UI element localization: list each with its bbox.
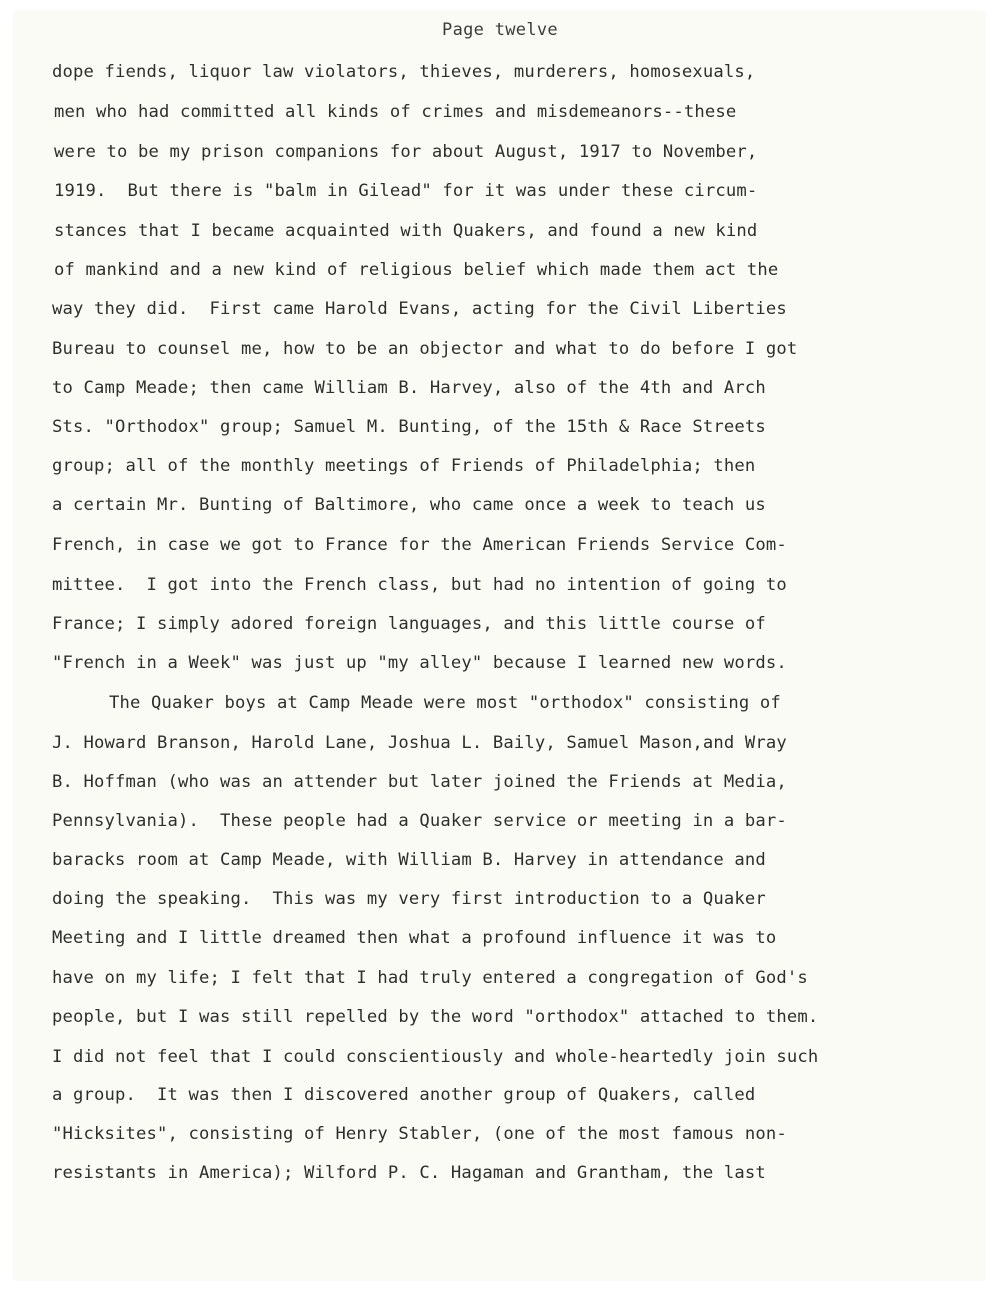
- text-line: a group. It was then I discovered another group of Quakers, called: [52, 1085, 756, 1105]
- page-title: Page twelve: [442, 20, 558, 40]
- text-line: baracks room at Camp Meade, with William B. Harvey in attendance and: [52, 850, 766, 870]
- text-line: people, but I was still repelled by the word "orthodox" attached to them.: [52, 1007, 819, 1027]
- text-line: French, in case we got to France for the American Friends Service Com-: [52, 535, 787, 555]
- text-line: resistants in America); Wilford P. C. Hagaman and Grantham, the last: [52, 1163, 766, 1183]
- text-line: Bureau to counsel me, how to be an objector and what to do before I got: [52, 339, 798, 359]
- text-line: 1919. But there is "balm in Gilead" for it was under these circum-: [54, 181, 758, 201]
- text-line: group; all of the monthly meetings of Friends of Philadelphia; then: [52, 456, 756, 476]
- text-line: "Hicksites", consisting of Henry Stabler, (one of the most famous non-: [52, 1124, 787, 1144]
- text-line: have on my life; I felt that I had truly entered a congregation of God's: [52, 968, 808, 988]
- text-line: men who had committed all kinds of crimes and misdemeanors--these: [54, 102, 737, 122]
- text-line: way they did. First came Harold Evans, acting for the Civil Liberties: [52, 299, 787, 319]
- text-line: were to be my prison companions for about August, 1917 to November,: [54, 142, 758, 162]
- text-line: doing the speaking. This was my very first introduction to a Quaker: [52, 889, 766, 909]
- text-line: to Camp Meade; then came William B. Harvey, also of the 4th and Arch: [52, 378, 766, 398]
- text-line: dope fiends, liquor law violators, thieves, murderers, homosexuals,: [52, 62, 756, 82]
- text-line: a certain Mr. Bunting of Baltimore, who came once a week to teach us: [52, 495, 766, 515]
- text-line: mittee. I got into the French class, but had no intention of going to: [52, 575, 787, 595]
- text-line: The Quaker boys at Camp Meade were most "orthodox" consisting of: [109, 693, 781, 713]
- text-line: B. Hoffman (who was an attender but later joined the Friends at Media,: [52, 772, 787, 792]
- text-line: of mankind and a new kind of religious belief which made them act the: [54, 260, 779, 280]
- text-line: J. Howard Branson, Harold Lane, Joshua L. Baily, Samuel Mason,and Wray: [52, 733, 787, 753]
- text-line: stances that I became acquainted with Quakers, and found a new kind: [54, 221, 758, 241]
- text-line: I did not feel that I could conscientiously and whole-heartedly join such: [52, 1047, 819, 1067]
- text-line: Sts. "Orthodox" group; Samuel M. Bunting, of the 15th & Race Streets: [52, 417, 766, 437]
- text-line: Pennsylvania). These people had a Quaker service or meeting in a bar-: [52, 811, 787, 831]
- text-line: "French in a Week" was just up "my alley" because I learned new words.: [52, 653, 787, 673]
- text-line: France; I simply adored foreign languages, and this little course of: [52, 614, 766, 634]
- text-line: Meeting and I little dreamed then what a profound influence it was to: [52, 928, 777, 948]
